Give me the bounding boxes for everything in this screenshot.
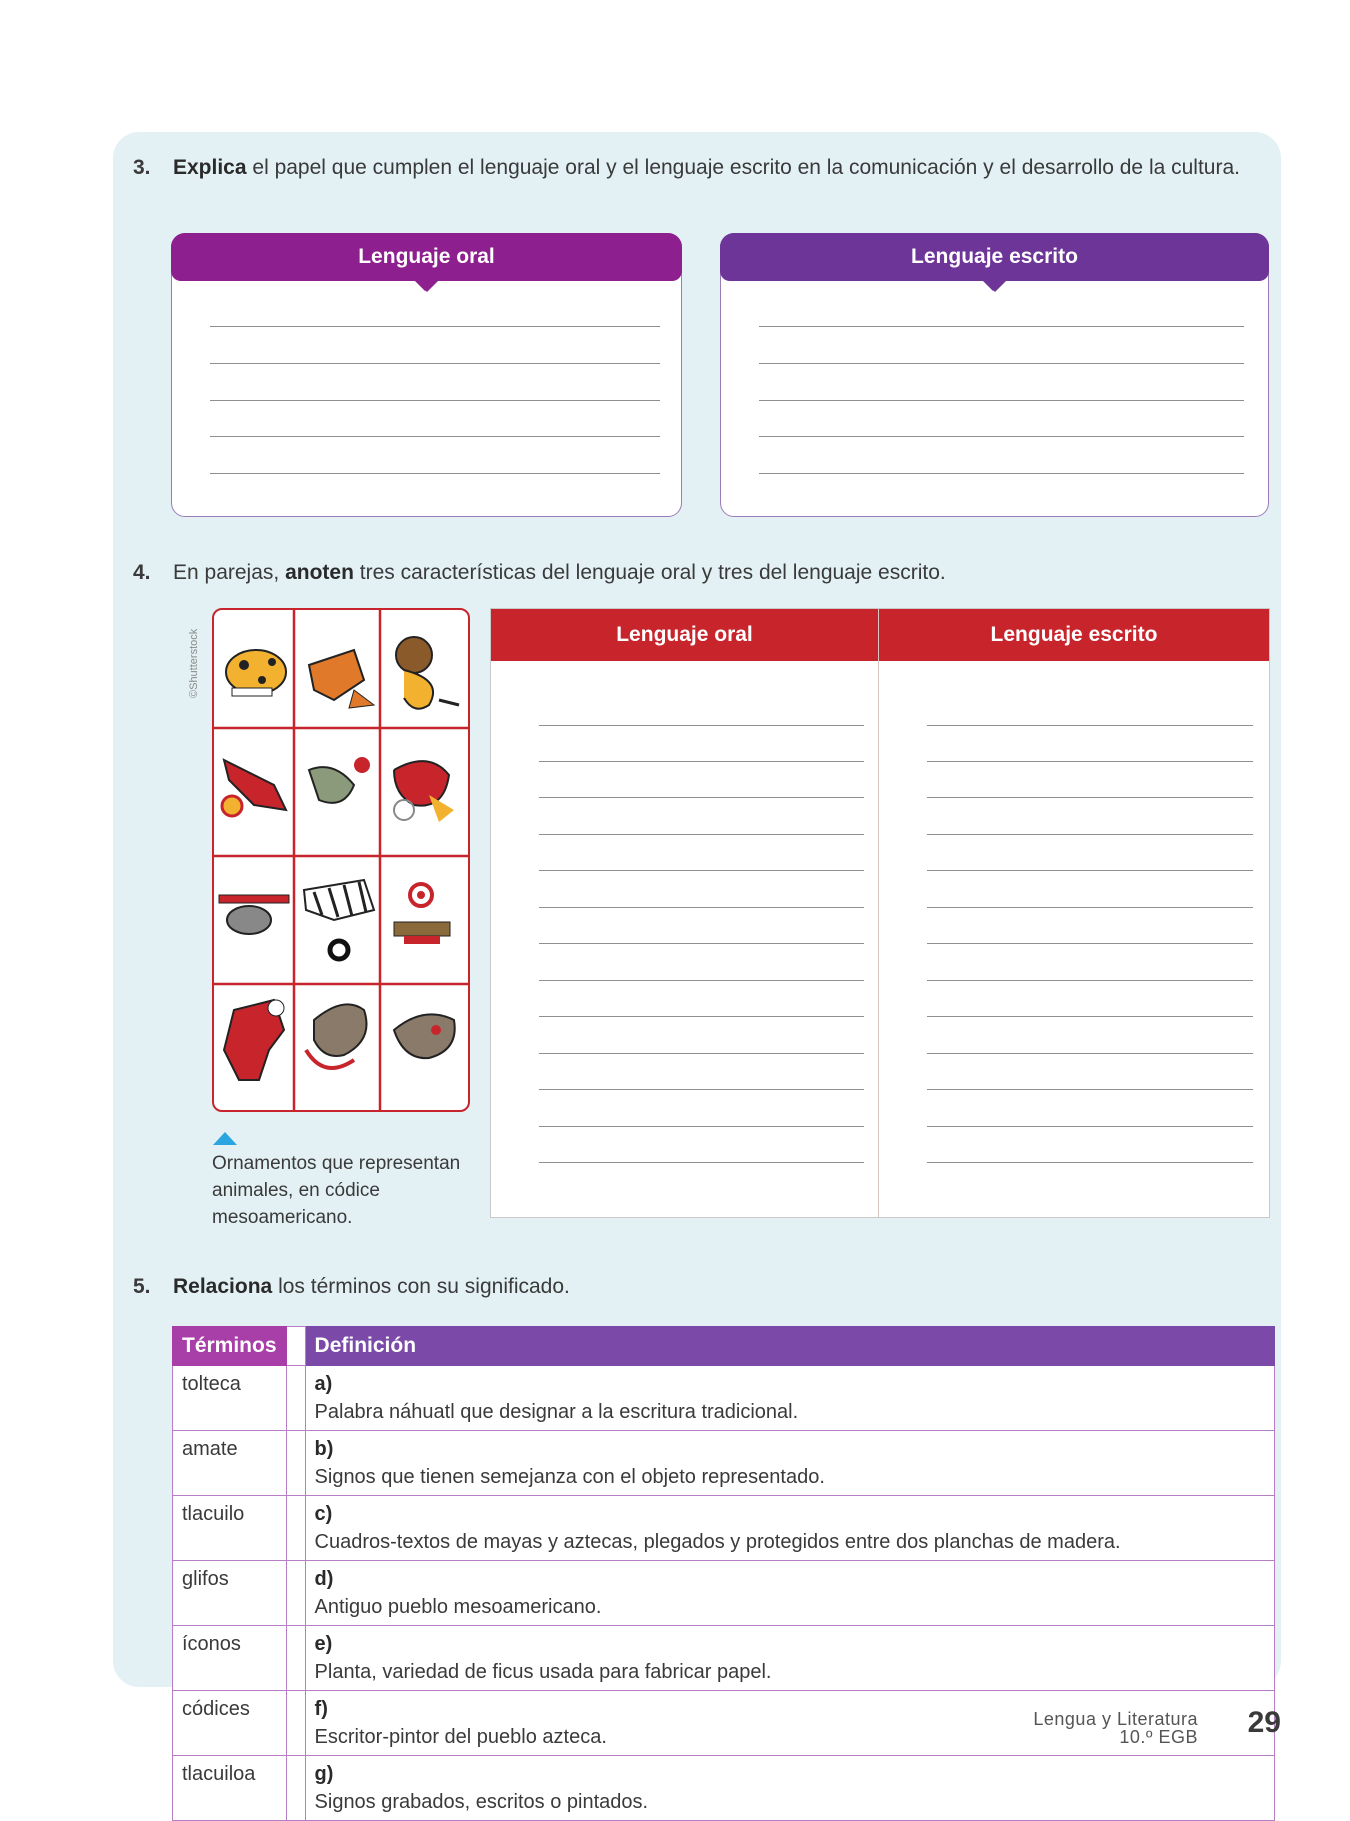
term-cell: íconos xyxy=(173,1626,287,1691)
definition-letter: b) xyxy=(314,1438,334,1460)
answer-cell[interactable] xyxy=(286,1756,305,1821)
column-divider xyxy=(878,609,879,1217)
image-credit-text: ©Shutterstock xyxy=(188,628,200,698)
question-text: el papel que cumplen el lenguaje oral y el lenguaje escrito en la comunicación y el desarrollo de la cultura. xyxy=(252,156,1240,179)
answer-line xyxy=(759,326,1244,327)
definition-letter: c) xyxy=(314,1503,333,1525)
term-cell: tlacuilo xyxy=(173,1496,287,1561)
lizard-glyph-icon xyxy=(222,760,286,816)
definition-cell xyxy=(305,1431,1274,1496)
written-box-title: Lenguaje escrito xyxy=(911,245,1078,268)
table-row xyxy=(173,1366,1275,1431)
definition-cell xyxy=(305,1366,1274,1431)
term-cell: glifos xyxy=(173,1561,287,1626)
answer-line xyxy=(759,473,1244,474)
parrot-glyph-icon xyxy=(394,761,454,822)
answer-line xyxy=(210,436,660,437)
definition-cell xyxy=(305,1756,1274,1821)
table-row xyxy=(173,1626,1275,1691)
definition-letter: e) xyxy=(314,1633,333,1655)
term-cell: tolteca xyxy=(173,1366,287,1431)
definition-letter: d) xyxy=(314,1568,334,1590)
question-verb: anoten xyxy=(285,561,354,584)
question-3 xyxy=(133,153,1273,183)
sun-glyph-icon xyxy=(394,884,450,944)
question-verb: Relaciona xyxy=(173,1275,273,1298)
table-row xyxy=(173,1496,1275,1561)
definition-text: Signos grabados, escritos o pintados. xyxy=(314,1791,649,1813)
col-header-written: Lenguaje escrito xyxy=(879,609,1269,661)
answer-line xyxy=(210,473,660,474)
question-text: los términos con su significado. xyxy=(278,1275,570,1298)
jaguar-glyph-icon xyxy=(226,650,286,696)
definition-text: Antiguo pueblo mesoamericano. xyxy=(314,1596,602,1618)
oral-box-header xyxy=(171,233,682,281)
definition-text: Palabra náhuatl que designar a la escritura tradicional. xyxy=(314,1401,799,1423)
question-prefix: En parejas, xyxy=(173,561,280,584)
oral-box-title: Lenguaje oral xyxy=(358,245,495,268)
term-cell: tlacuiloa xyxy=(173,1756,287,1821)
footer-subject: Lengua y Literatura xyxy=(1033,1709,1198,1729)
terms-header: Términos xyxy=(173,1327,287,1366)
answer-line xyxy=(759,436,1244,437)
codex-glyph-grid xyxy=(212,608,470,1112)
question-4 xyxy=(133,558,1273,588)
answer-header xyxy=(286,1327,305,1366)
oral-answer-box[interactable] xyxy=(171,233,682,517)
answer-cell[interactable] xyxy=(286,1431,305,1496)
written-box-header xyxy=(720,233,1269,281)
matching-header-row xyxy=(173,1327,1275,1366)
definition-letter: f) xyxy=(314,1698,328,1720)
table-row xyxy=(173,1431,1275,1496)
image-caption: Ornamentos que representan animales, en códice mesoamericano. xyxy=(212,1153,461,1228)
col-header-oral: Lenguaje oral xyxy=(491,609,878,661)
figure-glyph-icon xyxy=(224,1000,284,1080)
zebra-head-glyph-icon xyxy=(304,880,374,959)
dog-head-glyph-icon xyxy=(394,1014,455,1058)
definition-text: Planta, variedad de ficus usada para fabricar papel. xyxy=(314,1661,772,1683)
definition-text: Escritor-pintor del pueblo azteca. xyxy=(314,1726,607,1748)
question-number: 4. xyxy=(133,561,151,584)
definition-cell xyxy=(305,1561,1274,1626)
answer-cell[interactable] xyxy=(286,1626,305,1691)
footer xyxy=(1033,1710,1198,1746)
question-5 xyxy=(133,1272,1273,1302)
written-header-pointer xyxy=(982,280,1004,291)
codex-glyphs-image xyxy=(214,610,468,1110)
table-row xyxy=(173,1756,1275,1821)
definition-text: Cuadros-textos de mayas y aztecas, plegados y protegidos entre dos planchas de madera. xyxy=(314,1531,1121,1553)
question-number: 3. xyxy=(133,156,151,179)
question-verb: Explica xyxy=(173,156,247,179)
caption-marker-icon xyxy=(213,1132,237,1145)
answer-line xyxy=(759,363,1244,364)
answer-cell[interactable] xyxy=(286,1366,305,1431)
answer-cell[interactable] xyxy=(286,1691,305,1756)
definition-letter: g) xyxy=(314,1763,334,1785)
oral-header-pointer xyxy=(414,280,436,291)
answer-line xyxy=(210,326,660,327)
term-cell: códices xyxy=(173,1691,287,1756)
definition-header: Definición xyxy=(305,1327,1274,1366)
definition-text: Signos que tienen semejanza con el objeto representado. xyxy=(314,1466,825,1488)
definition-cell xyxy=(305,1626,1274,1691)
page-number: 29 xyxy=(1247,1706,1281,1739)
footer-grade: 10.º EGB xyxy=(1119,1727,1198,1747)
answer-cell[interactable] xyxy=(286,1561,305,1626)
answer-cell[interactable] xyxy=(286,1496,305,1561)
monkey-glyph-icon xyxy=(396,637,459,709)
question-number: 5. xyxy=(133,1275,151,1298)
question-text: tres características del lenguaje oral y tres del lenguaje escrito. xyxy=(359,561,946,584)
definition-letter: a) xyxy=(314,1373,333,1395)
definition-cell xyxy=(305,1496,1274,1561)
written-answer-box[interactable] xyxy=(720,233,1269,517)
matching-table xyxy=(172,1326,1275,1821)
answer-line xyxy=(210,363,660,364)
deer-head-glyph-icon xyxy=(306,1004,367,1068)
answer-line xyxy=(759,400,1244,401)
image-credit xyxy=(176,610,206,700)
characteristics-table[interactable] xyxy=(490,608,1270,1218)
serpent-glyph-icon xyxy=(219,895,289,934)
table-row xyxy=(173,1561,1275,1626)
answer-line xyxy=(210,400,660,401)
term-cell: amate xyxy=(173,1431,287,1496)
bird-glyph-icon xyxy=(309,757,370,803)
fox-glyph-icon xyxy=(309,650,374,708)
